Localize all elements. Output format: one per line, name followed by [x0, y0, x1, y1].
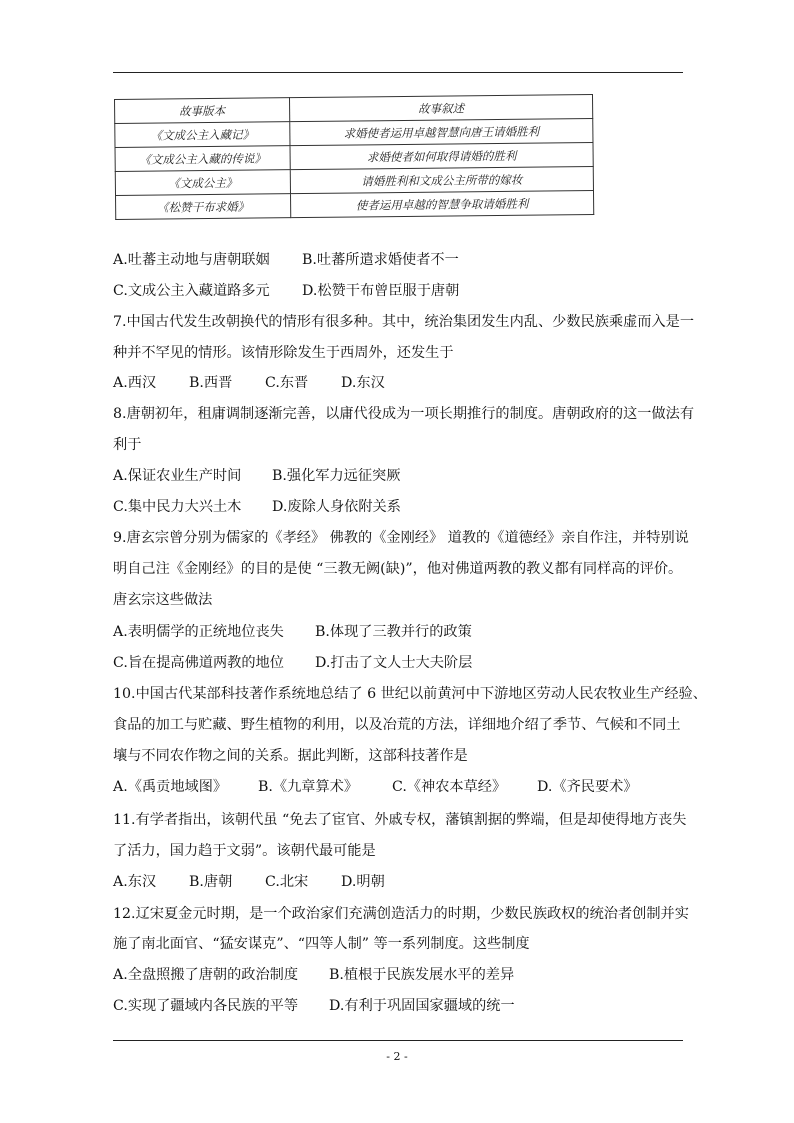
q11-stem-line-1: 11.有学者指出，该朝代虽 “免去了宦官、外戚专权，藩镇割据的弊端，但是却使得地方丧失: [113, 812, 687, 828]
q10-stem-line-1: 10.中国古代某部科技著作系统地总结了 6 世纪以前黄河中下游地区劳动人民农牧业生产经验、: [113, 686, 707, 702]
q9-option-c: C.旨在提高佛道两教的地位: [113, 655, 284, 671]
table-row: [116, 190, 594, 219]
table-cell: 《文成公主入藏记》: [115, 122, 290, 148]
table-cell: 《松赞干布求婚》: [116, 194, 291, 220]
q11-option-a: A.东汉: [113, 874, 157, 890]
q12-stem-line-1: 12.辽宋夏金元时期，是一个政治家们充满创造活力的时期，少数民族政权的统治者创制并实: [113, 906, 689, 922]
q6-option-c: C.文成公主入藏道路多元: [113, 283, 270, 299]
q9-option-b: B.体现了三教并行的政策: [315, 624, 472, 640]
q9-option-a: A.表明儒学的正统地位丧失: [113, 624, 284, 640]
footer-rule: [113, 1040, 683, 1041]
q11-option-c: C.北宋: [265, 874, 309, 890]
q10-stem-line-2: 食品的加工与贮藏、野生植物的利用，以及冶荒的方法，详细地介绍了季节、气候和不同土: [113, 717, 681, 733]
header-rule: [113, 72, 683, 73]
q12-option-d: D.有利于巩固国家疆域的统一: [329, 998, 515, 1014]
q11-option-b: B.唐朝: [189, 874, 233, 890]
q9-option-d: D.打击了文人士大夫阶层: [315, 655, 473, 671]
q8-stem-line-1: 8.唐朝初年，租庸调制逐渐完善，以庸代役成为一项长期推行的制度。唐朝政府的这一做法有: [113, 406, 695, 422]
q7-stem-line-1: 7.中国古代发生改朝换代的情形有很多种。其中，统治集团发生内乱、少数民族乘虚而入是一: [113, 314, 695, 330]
table-cell: 求婚使者运用卓越智慧向唐王请婚胜利: [290, 118, 593, 145]
table-header-narrative: 故事叙述: [289, 94, 592, 121]
table-header-version: 故事版本: [115, 98, 290, 124]
q7-stem-line-2: 种并不罕见的情形。该情形除发生于西周外，还发生于: [113, 345, 454, 361]
q8-stem-line-2: 利于: [113, 437, 142, 453]
q7-option-d: D.东汉: [341, 375, 385, 391]
q9-stem-line-2: 明自己注《金刚经》的目的是使 “三教无阙(缺)”，他对佛道两教的教义都有同样高的评价。: [113, 561, 683, 577]
q6-option-b: B.吐蕃所遣求婚使者不一: [302, 252, 459, 268]
page-number: - 2 -: [386, 1050, 408, 1063]
q10-option-c: C.《神农本草经》: [392, 779, 507, 795]
q9-stem-line-3: 唐玄宗这些做法: [113, 592, 213, 608]
q6-option-d: D.松赞干布曾臣服于唐朝: [302, 283, 460, 299]
q8-option-c: C.集中民力大兴土木: [113, 499, 242, 515]
q12-option-a: A.全盘照搬了唐朝的政治制度: [113, 967, 299, 983]
q9-stem-line-1: 9.唐玄宗曾分别为儒家的《孝经》 佛教的《金刚经》 道教的《道德经》亲自作注，并特别说: [113, 530, 689, 546]
q10-option-a: A.《禹贡地域图》: [113, 779, 228, 795]
q10-option-b: B.《九章算术》: [258, 779, 359, 795]
q7-option-a: A.西汉: [113, 375, 157, 391]
q12-stem-line-2: 施了南北面官、“猛安谋克”、“四等人制” 等一系列制度。这些制度: [113, 936, 530, 952]
table-cell: 《文成公主入藏的传说》: [115, 146, 290, 172]
q8-option-d: D.废除人身依附关系: [272, 499, 401, 515]
q7-option-b: B.西晋: [189, 375, 233, 391]
q12-option-c: C.实现了疆域内各民族的平等: [113, 998, 299, 1014]
q7-option-c: C.东晋: [265, 375, 309, 391]
story-version-table: [114, 94, 594, 220]
q8-option-b: B.强化军力远征突厥: [272, 468, 401, 484]
q8-option-a: A.保证农业生产时间: [113, 468, 242, 484]
table-cell: 《文成公主》: [115, 170, 290, 196]
q12-option-b: B.植根于民族发展水平的差异: [329, 967, 515, 983]
table-cell: 请婚胜利和文成公主所带的嫁妆: [290, 166, 593, 193]
table-cell: 使者运用卓越的智慧争取请婚胜利: [290, 190, 593, 217]
q6-option-a: A.吐蕃主动地与唐朝联姻: [113, 252, 270, 268]
q11-option-d: D.明朝: [341, 874, 385, 890]
q11-stem-line-2: 了活力，国力趋于文弱”。该朝代最可能是: [113, 843, 376, 859]
q10-stem-line-3: 壤与不同农作物之间的关系。据此判断，这部科技著作是: [113, 748, 468, 764]
table-cell: 求婚使者如何取得请婚的胜利: [290, 142, 593, 169]
q10-option-d: D.《齐民要术》: [537, 779, 638, 795]
